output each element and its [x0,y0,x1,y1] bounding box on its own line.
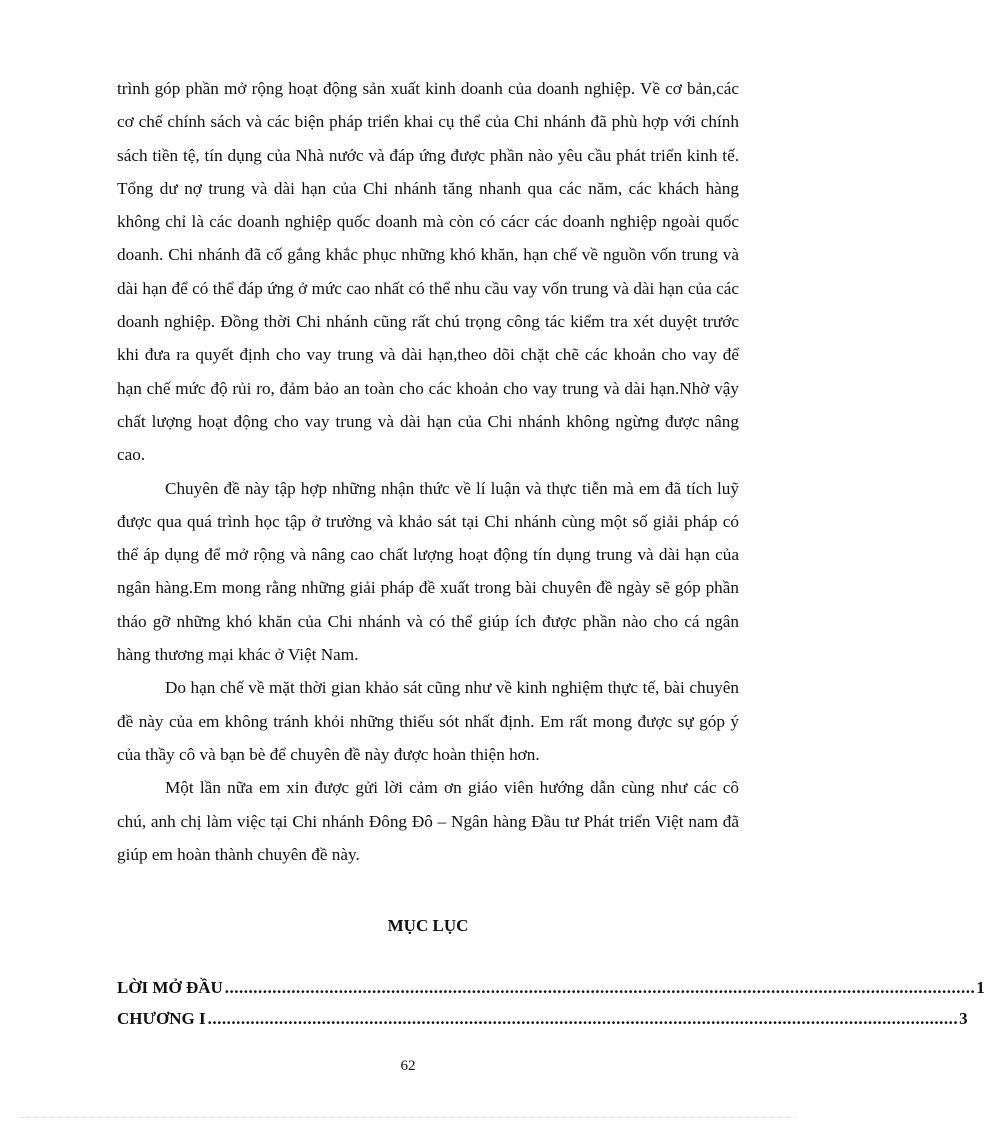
paragraph: trình góp phần mở rộng hoạt động sản xuất kinh doanh của doanh nghiệp. Về cơ bản,các cơ chế chính sách và các biện pháp triển khai cụ thể của Chi nhánh đã phù hợp với chính sách tiền tệ, tín dụng của Nhà nước và đáp ứng được phần nào yêu cầu phát triển kinh tế. Tổng dư nợ trung và dài hạn của Chi nhánh tăng nhanh qua các năm, các khách hàng không chỉ là các doanh nghiệp quốc doanh mà còn có cácr các doanh nghiệp ngoài quốc doanh. Chi nhánh đã cố gắng khắc phục những khó khăn, hạn chế về nguồn vốn trung và dài hạn để có thể đáp ứng ở mức cao nhất có thể nhu cầu vay vốn trung và dài hạn của các doanh nghiệp. Đồng thời Chi nhánh cũng rất chú trọng công tác kiểm tra xét duyệt trước khi đưa ra quyết định cho vay trung và dài hạn,theo dõi chặt chẽ các khoản cho vay để hạn chế mức độ rủi ro, đảm bảo an toàn cho các khoản cho vay trung và dài hạn.Nhờ vậy chất lượng hoạt động cho vay trung và dài hạn của Chi nhánh không ngừng được nâng cao. [117,79,739,465]
toc-title: MỤC LỤC [387,916,469,935]
toc-entry-page: 3 [959,1009,968,1028]
footer-divider [20,1117,796,1118]
toc-entry-label: LỜI MỞ ĐẦU [117,978,223,997]
toc-entry-page: 1 [976,978,985,997]
toc-entry[interactable] [117,978,985,1006]
toc-entry[interactable] [117,1009,968,1037]
paragraph: Một lần nữa em xin được gửi lời cảm ơn giáo viên hướng dẫn cùng như các cô chú, anh chị làm việc tại Chi nhánh Đông Đô – Ngân hàng Đầu tư Phát triển Việt nam đã giúp em hoàn thành chuyên đề này. [117,778,739,864]
paragraph: Do hạn chế về mặt thời gian khảo sát cũng như về kinh nghiệm thực tế, bài chuyên đề này của em không tránh khỏi những thiếu sót nhất định. Em rất mong được sự góp ý của thầy cô và bạn bè để chuyên đề này được hoàn thiện hơn. [117,678,739,764]
paragraph: Chuyên đề này tập hợp những nhận thức về lí luận và thực tiễn mà em đã tích luỹ được qua quá trình học tập ở trường và khảo sát tại Chi nhánh cùng một số giải pháp có thể áp dụng để mở rộng và nâng cao chất lượng hoạt động tín dụng trung và dài hạn của ngân hàng.Em mong rằng những giải pháp đề xuất trong bài chuyên đề ngày sẽ góp phần tháo gỡ những khó khăn của Chi nhánh và có thể giúp ích được phần nào cho cá ngân hàng thương mại khác ở Việt Nam. [117,478,739,665]
page-number: 62 [400,1058,416,1074]
toc-entry-label: CHƯƠNG I [117,1009,206,1028]
body-text [117,72,739,871]
toc-leader-dots: .............................................................................................................................................................. [224,978,976,997]
toc-leader-dots: .............................................................................................................................................................. [207,1009,959,1028]
